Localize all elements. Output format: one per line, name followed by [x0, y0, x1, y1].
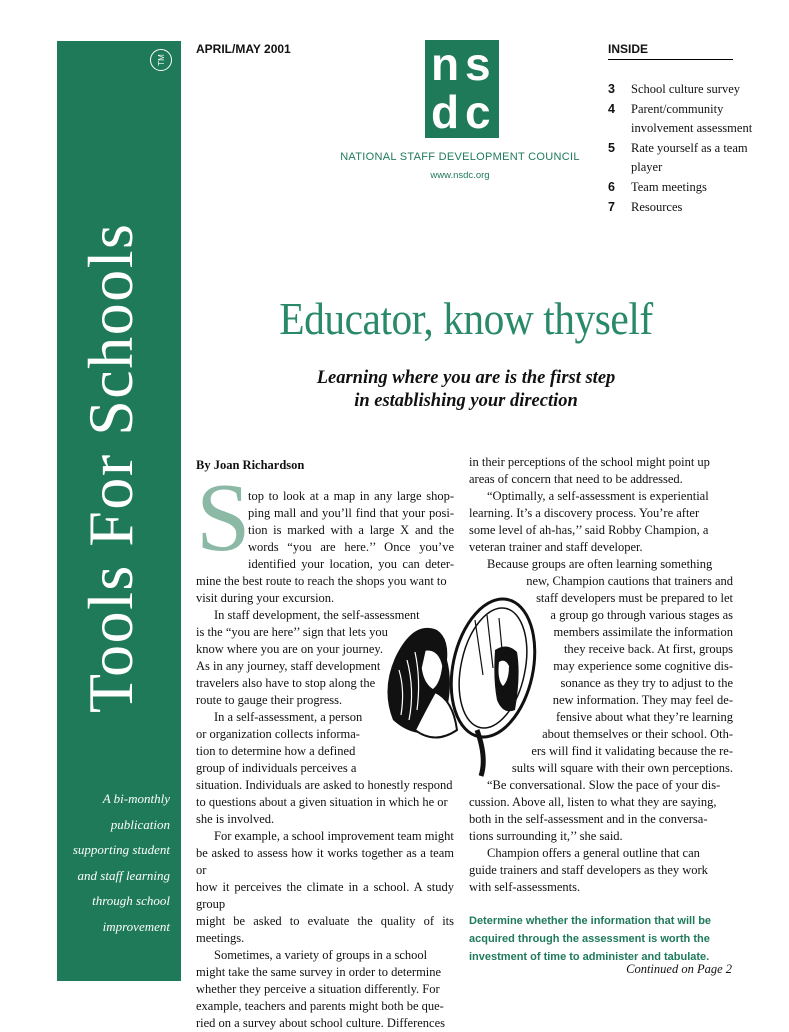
inside-item-title: School culture survey	[631, 82, 741, 96]
trademark-symbol: TM	[150, 49, 172, 71]
org-name: NATIONAL STAFF DEVELOPMENT COUNCIL	[340, 151, 580, 163]
article-lead	[248, 488, 454, 573]
inside-list	[608, 80, 758, 217]
text-line: situation. Individuals are asked to honestly respond	[196, 778, 453, 792]
article-subhead	[181, 367, 751, 413]
text-line: visit during your excursion.	[196, 591, 335, 605]
text-line: guide trainers and staff developers as they work	[469, 863, 708, 877]
inside-page-number: 3	[608, 82, 615, 96]
article-column-1	[196, 777, 454, 1032]
text-line: travelers also have to stop along the	[196, 676, 376, 690]
text-line: For example, a school improvement team might	[214, 829, 454, 843]
text-line: cussion. Above all, listen to what they are saying,	[469, 795, 717, 809]
text-line: tions surrounding it,’’ she said.	[469, 829, 623, 843]
text-line: both in the self-assessment and in the conversa-	[469, 812, 708, 826]
tagline-line: supporting student	[72, 842, 170, 857]
issue-date: APRIL/MAY 2001	[196, 42, 291, 56]
masthead-title: Tools For Schools	[75, 222, 146, 713]
inside-divider	[608, 59, 733, 60]
mirror-illustration	[375, 580, 545, 780]
text-line: staff developers must be prepared to let	[536, 591, 733, 605]
logo-letter: d	[431, 86, 460, 138]
drop-cap: S	[196, 464, 251, 572]
text-line: in their perceptions of the school might point up	[469, 455, 710, 469]
text-line: may experience some cognitive dis-	[553, 659, 733, 673]
inside-item-title: Parent/community involvement assessment	[631, 101, 753, 136]
text-line: areas of concern that need to be addressed.	[469, 472, 683, 486]
pull-quote: Determine whether the information that will be acquired through the assessment is worth the investment of time to administer and tabulate.	[469, 915, 712, 963]
byline: By Joan Richardson	[196, 458, 305, 472]
text-line: about themselves or their school. Oth-	[542, 727, 733, 741]
text-line: example, teachers and parents might both be que-	[196, 999, 444, 1013]
text-line: Champion offers a general outline that can	[487, 846, 700, 860]
text-line: ried on a survey about school culture. Differences	[196, 1016, 445, 1030]
subhead-line: in establishing your direction	[354, 391, 578, 411]
text-line: veteran trainer and staff developer.	[469, 540, 643, 554]
text-line: new, Champion cautions that trainers and	[526, 574, 733, 588]
text-line: she is involved.	[196, 812, 275, 826]
text-line: be asked to assess how it works together as a team or	[196, 846, 454, 877]
inside-page-number: 5	[608, 140, 615, 155]
org-url[interactable]: www.nsdc.org	[430, 170, 490, 181]
text-line: mine the best route to reach the shops you want to	[196, 574, 447, 588]
text-line: identified your location, you can deter-	[248, 557, 454, 571]
inside-page-number: 4	[608, 101, 615, 116]
logo-letter: s	[465, 38, 491, 90]
text-line: words “you are here.’’ Once you’ve	[248, 540, 454, 554]
inside-heading: INSIDE	[608, 42, 649, 56]
text-line: tion is marked with a large X and the	[248, 523, 454, 537]
text-line: tion to determine how a defined	[196, 744, 356, 758]
subhead-line: Learning where you are is the first step	[316, 368, 616, 388]
text-line: some level of ah-has,’’ said Robby Champion, a	[469, 523, 709, 537]
text-line: a group go through various stages as	[550, 608, 733, 622]
text-line: sonance as they try to adjust to the	[560, 676, 733, 690]
inside-item-title: Rate yourself as a team player	[631, 140, 748, 175]
article-headline: Educator, know thyself	[279, 294, 653, 344]
text-line: route to gauge their progress.	[196, 693, 343, 707]
text-line: top to look at a map in any large shop-	[248, 489, 454, 503]
text-line: In a self-assessment, a person	[214, 710, 363, 724]
text-line: whether they perceive a situation differently. For	[196, 982, 440, 996]
text-line: “Optimally, a self-assessment is experiential	[487, 489, 709, 503]
inside-item-title: Team meetings	[631, 179, 707, 194]
text-line: In staff development, the self-assessment	[214, 608, 420, 622]
text-line: ping mall and you’ll find that your posi-	[248, 506, 454, 520]
text-line: with self-assessments.	[469, 880, 581, 894]
inside-item	[608, 198, 758, 218]
logo-letter: c	[465, 86, 491, 138]
inside-page-number: 6	[608, 179, 615, 194]
text-line: to questions about a given situation in which he or	[196, 795, 448, 809]
text-line: fensive about what they’re learning	[555, 710, 733, 724]
text-line: or organization collects informa-	[196, 727, 360, 741]
nsdc-logo	[425, 40, 499, 138]
text-line: Because groups are often learning something	[487, 557, 713, 571]
tagline-line: improvement	[102, 918, 170, 934]
inside-item	[608, 178, 758, 198]
article-column-2	[469, 454, 733, 573]
text-line: “Be conversational. Slow the pace of your dis-	[487, 778, 721, 792]
publication-tagline	[57, 786, 170, 939]
text-line: is the “you are here’’ sign that lets you	[196, 625, 388, 639]
text-line: learning. It’s a discovery process. You’re after	[469, 506, 700, 520]
masthead-title-wrap	[57, 41, 181, 741]
tagline-line: and staff learning	[77, 867, 170, 883]
text-line: group of individuals perceives a	[196, 761, 357, 775]
inside-page-number: 7	[608, 199, 615, 214]
inside-item	[608, 139, 758, 178]
text-line: ers will find it validating because the re-	[531, 744, 733, 758]
text-line: Sometimes, a variety of groups in a school	[214, 948, 428, 962]
text-line: know where you are on your journey.	[196, 642, 383, 656]
text-line: members assimilate the information	[553, 625, 733, 639]
logo-letter: n	[431, 38, 460, 90]
continued-note: Continued on Page 2	[626, 962, 732, 976]
tagline-line: A bi-monthly	[102, 791, 170, 806]
tagline-line: publication	[110, 816, 170, 832]
text-line: might be asked to evaluate the quality of its meetings.	[196, 914, 454, 945]
text-line: might take the same survey in order to determine	[196, 965, 442, 979]
inside-item	[608, 100, 758, 139]
text-line: how it perceives the climate in a school. A study group	[196, 880, 454, 911]
inside-item	[608, 80, 758, 100]
text-line: sults will square with their own perceptions.	[511, 761, 733, 775]
text-line: As in any journey, staff development	[196, 659, 381, 673]
text-line: they receive back. At first, groups	[563, 642, 733, 656]
tagline-line: through school	[92, 893, 170, 908]
article-column-2-rest	[469, 777, 733, 896]
inside-item-title: Resources	[631, 199, 683, 214]
text-line: new information. They may feel de-	[552, 693, 733, 707]
